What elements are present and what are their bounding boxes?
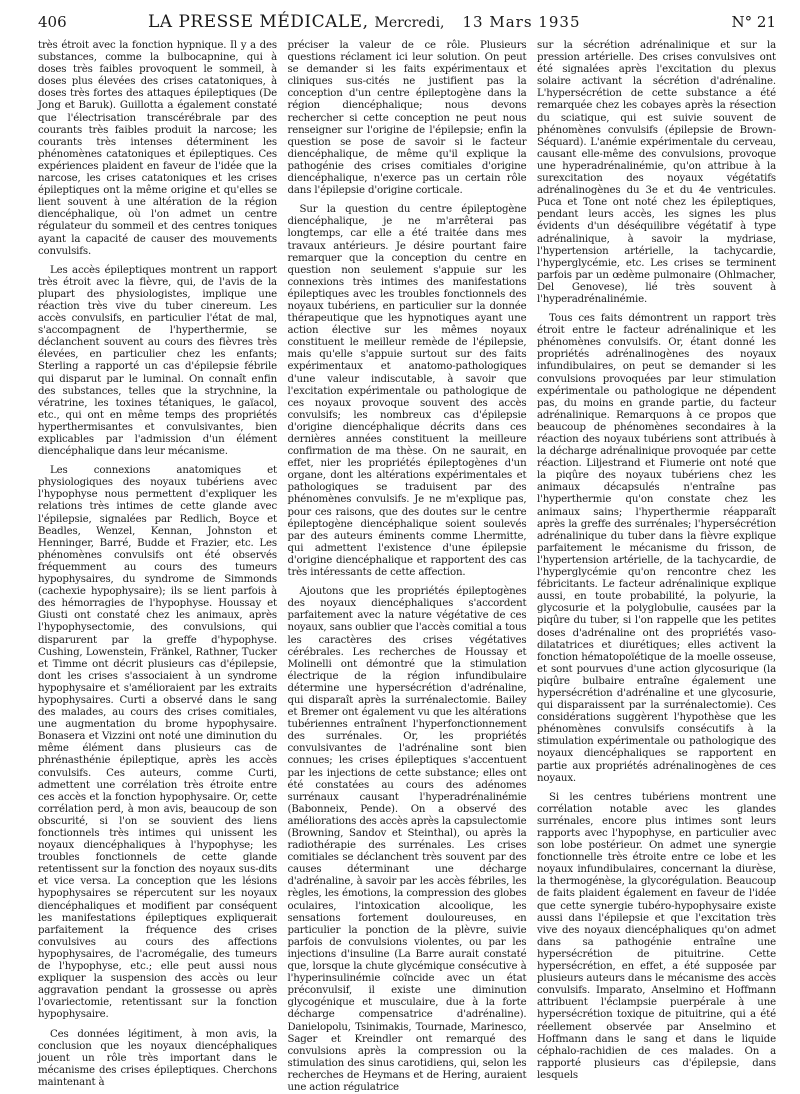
paragraph: Sur la question du centre épileptogène diencéphalique, je ne m'arrêterai pas longtemps, car elle a été traitée dans mes travaux antérieurs. Je désire pourtant faire remarquer que la conception du centre en question non seulement s'appuie sur les connexions très intimes des manifestations épileptiques avec les troubles fonctionnels des noyaux tubériens, en particulier sur la donnée thérapeutique que les hypnotiques ayant une action élective sur les mêmes noyaux constituent le meilleur remède de l'épilepsie, mais qu'elle s'appuie surtout sur des faits expérimentaux et anatomo-pathologiques d'une valeur indiscutable, à savoir que l'excitation expérimentale ou pathologique de ces noyaux provoque souvent des accès convulsifs; les nombreux cas d'épilepsie d'origine diencéphalique décrits dans ces dernières années constituent la meilleure confirmation de ma thèse. On ne saurait, en effet, nier les propriétés épileptogènes d'un organe, dont les altérations expérimentales et pathologiques se traduisent par des phénomènes convulsifs. Je ne m'explique pas, pour ces raisons, que des doutes sur le centre épileptogène diencéphalique soient soulevés par des auteurs éminents comme Lhermitte, qui admettent l'existence d'une épilepsie d'origine diencéphalique et rapportent des cas très intéressants de cette affection. [287, 204, 527, 579]
issue-date: 13 Mars 1935 [462, 13, 581, 31]
paragraph: Ces données légitiment, à mon avis, la conclusion que les noyaux diencéphaliques jouent un rôle très important dans le mécanisme des crises épileptiques. Cherchons maintenant à [38, 1028, 277, 1088]
column-1 [38, 40, 277, 1088]
paragraph: Ajoutons que les propriétés épileptogènes des noyaux diencéphaliques s'accordent parfaitement avec la nature végétative de ces noyaux, sans oublier que l'accès comitial a tous les caractères des crises végétatives cérébrales. Les recherches de Houssay et Molinelli ont démontré que la stimulation électrique de la région infundibulaire détermine une hypersécrétion d'adrénaline, qui disparaît après la surrénalectomie. Bailey et Bremer ont également vu que les altérations tubériennes entraînent l'hyperfonctionnement des surrénales. Or, les propriétés convulsivantes de l'adrénaline sont bien connues; les crises épileptiques s'accentuent par les injections de cette substance; elles ont été constatées au cours des adénomes surrénaux causant l'hyperadrénalinémie (Babonneix, Pende). On a observé des améliorations des accès après la capsulectomie (Browning, Sandov et Steinthal), ou après la radiothérapie des surrénales. Les crises comitiales se déclanchent très souvent par des causes déterminant une décharge d'adrénaline, à savoir par les accès fébriles, les règles, les émotions, la compression des globes oculaires, l'intoxication alcoolique, les sensations fortement douloureuses, en particulier la ponction de la plèvre, suivie parfois de convulsions violentes, ou par les injections d'insuline (La Barre aurait constaté que, lorsque la chute glycémique consécutive à l'hyperinsulinémie coïncide avec un état préconvulsif, il existe une diminution glycogénique et musculaire, due à la forte décharge compensatrice d'adrénaline). Danielopolu, Tsinimakis, Tournade, Marinesco, Sager et Kreindler ont remarqué des convulsions après la compression ou la stimulation des sinus carotidiens, qui, selon les recherches de Heymans et de Hering, auraient une action régulatrice [287, 586, 527, 1093]
paragraph: sur la sécrétion adrénalinique et sur la pression artérielle. Des crises convulsives ont été signalées après l'excitation du plexus solaire activant la sécrétion d'adrénaline. L'hypersécrétion de cette substance a été remarquée chez les cobayes après la résection du sciatique, qui est suivie souvent de phénomènes convulsifs (épilepsie de Brown-Séquard). L'anémie expérimentale du cerveau, causant elle-même des convulsions, provoque une hyperadrénalinémie, qu'on attribue à la surexcitation des noyaux végétatifs adrénalinogènes du 3e et du 4e ventricules. Puca et Tone ont noté chez les épileptiques, pendant leurs accès, les signes les plus évidents d'un déséquilibre végétatif à type adrénalinique, à savoir la mydriase, l'hypertension artérielle, la tachycardie, l'hyperglycémie, etc. Les crises se terminent parfois par un œdème pulmonaire (Ohlmacher, Del Genovese), lié très souvent à l'hyperadrénalinémie. [537, 40, 776, 305]
paragraph: Les accès épileptiques montrent un rapport très étroit avec la fièvre, qui, de l'avis de la plupart des physiologistes, implique une réaction très vive du tuber cinereum. Les accès convulsifs, en particulier l'état de mal, s'accompagnent de l'hyperthermie, se déclanchent souvent au cours des fièvres très élevées, en particulier chez les enfants; Sterling a rapporté un cas d'épilepsie fébrile qui disparut par le luminal. On connaît enfin des substances, telles que la strychnine, la vératrine, les toxines tétaniques, le gaïacol, etc., qui ont en même temps des propriétés hyperthermisantes et convulsivantes, bien explicables par l'admission d'un élément diencéphalique dans leur mécanisme. [38, 264, 277, 458]
paragraph: Si les centres tubériens montrent une corrélation notable avec les glandes surrénales, encore plus intimes sont leurs rapports avec l'hypophyse, en particulier avec son lobe postérieur. On admet une synergie fonctionnelle très étroite entre ce lobe et les noyaux infundibulaires, concernant la diurèse, la thermogénèse, la glycorégulation. Beaucoup de faits plaident également en faveur de l'idée que cette synergie tubéro-hypophysaire existe aussi dans l'épilepsie et que l'excitation très vive des noyaux diencéphaliques qu'on admet dans sa pathogénie entraîne une hypersécrétion de pituitrine. Cette hypersécrétion, en effet, a été supposée par plusieurs auteurs dans le mécanisme des accès convulsifs. Imparato, Anselmino et Hoffmann attribuent l'éclampsie puerpérale à une hypersécrétion toxique de pituitrine, qui a été réellement observée par Anselmino et Hoffmann dans le sang et dans le liquide céphalo-rachidien de ces malades. On a rapporté plusieurs cas d'épilepsie, dans lesquels [537, 791, 776, 1081]
paragraph: très étroit avec la fonction hypnique. Il y a des substances, comme la bulbocapnine, qui à doses très faibles provoquent le sommeil, à doses plus élevées des crises catatoniques, à doses très fortes des attaques épileptiques (De Jong et Baruk). Guillotta a également constaté que l'électrisation transcérébrale par des courants très faibles produit la narcose; les courants très intenses déterminent les phénomènes catatoniques et épileptiques. Ces expériences plaident en faveur de l'idée que la narcose, les crises catatoniques et les crises épileptiques ont la même origine et qu'elles se lient souvent à une altération de la région diencéphalique, où l'on admet un centre régulateur du sommeil et des centres toniques ayant la capacité de causer des mouvements convulsifs. [38, 40, 277, 257]
article-body [38, 40, 776, 1093]
column-3 [537, 40, 776, 1081]
paragraph: Les connexions anatomiques et physiologiques des noyaux tubériens avec l'hypophyse nous permettent d'expliquer les relations très intimes de cette glande avec l'épilepsie, signalées par Redlich, Boyce et Beadles, Wenzel, Kennan, Johnston et Henninger, Barré, Budde et Frazier, etc. Les phénomènes convulsifs ont été observés fréquemment au cours des tumeurs hypophysaires, du syndrome de Simmonds (cachexie hypophysaire); ils se lient parfois à des hémorragies de l'hypophyse. Houssay et Giusti ont constaté chez les animaux, après l'hypophysectomie, des convulsions, qui disparurent par la greffe d'hypophyse. Cushing, Lowenstein, Fränkel, Rathner, Tucker et Timme ont décrit plusieurs cas d'épilepsie, dont les crises s'associaient à un syndrome hypophysaire et s'amélioraient par les extraits hypophysaires. Curti a observé dans le sang des malades, au cours des crises comitiales, une augmentation du brome hypophysaire. Bonasera et Vizzini ont noté une diminution du même élément dans plusieurs cas de phrénasthénie épileptique, après les accès convulsifs. Ces auteurs, comme Curti, admettent une corrélation très étroite entre ces accès et la fonction hypophysaire. Or, cette corrélation perd, à mon avis, beaucoup de son obscurité, si l'on se souvient des liens fonctionnels très intimes qui unissent les noyaux diencéphaliques à l'hypophyse; les troubles fonctionnels de cette glande retentissent sur la fonction des noyaux sus-dits et vice versa. La conception que les lésions hypophysaires se répercutent sur les noyaux diencéphaliques et modifient par conséquent les manifestations épileptiques expliquerait parfaitement la fréquence des crises convulsives au cours des affections hypophysaires, de l'acromégalie, des tumeurs de l'hypophyse, etc.; elle peut aussi nous expliquer la suspension des accès ou leur aggravation pendant la grossesse ou après l'ovariectomie, retentissant sur la fonction hypophysaire. [38, 465, 277, 1021]
page-number: 406 [38, 13, 67, 31]
column-2 [287, 40, 527, 1093]
paragraph: préciser la valeur de ce rôle. Plusieurs questions réclament ici leur solution. On peut se demander si les faits expérimentaux et cliniques sus-cités ne justifient pas la conception d'un centre épileptogène dans la région diencéphalique; nous devons rechercher si cette conception ne peut nous renseigner sur l'origine de l'épilepsie; enfin la question se pose de savoir si le facteur diencéphalique, de même qu'il explique la pathogénie des crises comitiales d'origine diencéphalique, n'exerce pas un certain rôle dans l'épilepsie d'origine corticale. [287, 40, 527, 197]
weekday: Mercredi, [374, 15, 445, 31]
paragraph: Tous ces faits démontrent un rapport très étroit entre le facteur adrénalinique et les phénomènes convulsifs. Or, étant donné les propriétés adrénalinogènes des noyaux infundibulaires, on peut se demander si les convulsions provoquées par leur stimulation expérimentale ou pathologique ne dépendent pas, du moins en grande partie, du facteur adrénalinique. Remarquons à ce propos que beaucoup de phénomènes secondaires à la réaction des noyaux tubériens sont attribués à la décharge adrénalinique provoquée par cette réaction. Liljestrand et Fiumerie ont noté que la piqûre des noyaux tubériens chez les animaux décapsulés n'entraîne pas l'hyperthermie qu'on constate chez les animaux sains; l'hyperthermie réapparaît après la greffe des surrénales; l'hypersécrétion adrénalinique du tuber dans la fièvre explique parfaitement le mécanisme du frisson, de l'hypertension artérielle, de la tachycardie, de l'hyperglycémie qu'on rencontre chez les fébricitants. Le facteur adrénalinique explique aussi, en toute probabilité, la polyurie, la glycosurie et la polyglobulie, causées par la piqûre du tuber, si l'on rappelle que les petites doses d'adrénaline ont des propriétés vaso-dilatatrices et diurétiques; elles activent la fonction hématopoïétique de la moelle osseuse, et sont pourvues d'une action glycosurique (la piqûre bulbaire entraîne également une hypersécrétion d'adrénaline et une glycosurie, qui disparaissent par la surrénalectomie). Ces considérations suggèrent l'hypothèse que les phénomènes convulsifs consécutifs à la stimulation expérimentale ou pathologique des noyaux diencéphaliques se rapportent en partie aux propriétés adrénalinogènes de ces noyaux. [537, 313, 776, 784]
journal-title: LA PRESSE MÉDICALE, [148, 12, 369, 32]
page-header [38, 12, 776, 36]
issue-number: N° 21 [731, 13, 776, 31]
